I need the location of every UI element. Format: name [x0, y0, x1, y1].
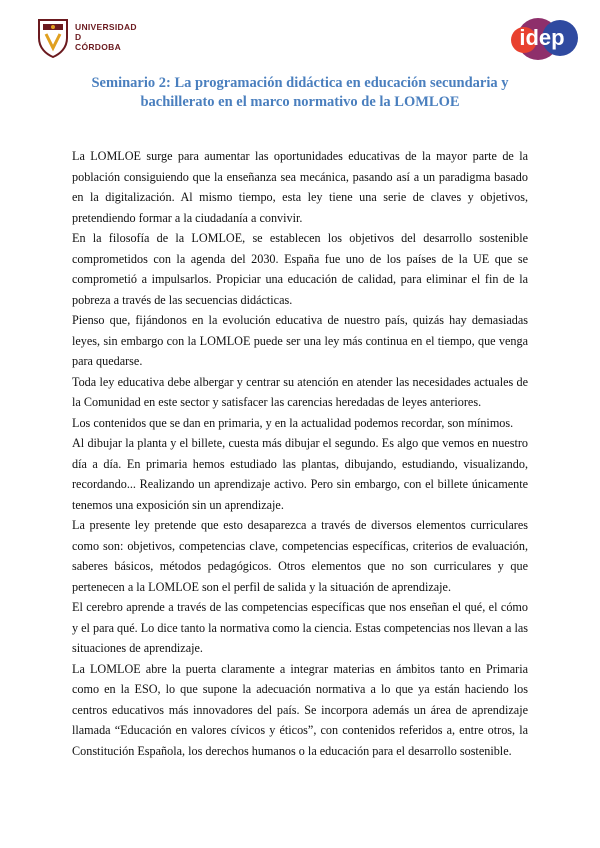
- paragraph: En la filosofía de la LOMLOE, se establecen los objetivos del desarrollo sostenible comprometidos con la agenda del 2030. España fue uno de los países de la UE que se comprometió a impulsarlos. Propiciar una educación de calidad, para eliminar el fin de la pobreza a través de las secuencias didácticas.: [72, 231, 528, 307]
- paragraph: El cerebro aprende a través de las competencias específicas que nos enseñan el qué, el cómo y el para qué. Lo dice tanto la normativa como la ciencia. Estas competencias nos llevan a las situaciones de aprendizaje.: [72, 600, 528, 655]
- paragraph: La LOMLOE surge para aumentar las oportunidades educativas de la mayor parte de la población consiguiendo que la enseñanza sea mecánica, pasando así a un paradigma basado en la digitalización. Al mismo tiempo, esta ley tiene una serie de claves y objetivos, pretendiendo formar a la ciudadanía a convivir.: [72, 149, 528, 225]
- university-name: UNIVERSIDAD D CÓRDOBA: [75, 22, 137, 52]
- paragraph: Pienso que, fijándonos en la evolución educativa de nuestro país, quizás hay demasiadas leyes, sin embargo con la LOMLOE puede ser una ley más continua en el tiempo, que venga para quedarse.: [72, 313, 528, 368]
- paragraph: La LOMLOE abre la puerta claramente a integrar materias en ámbitos tanto en Primaria como en la ESO, lo que supone la adecuación normativa a lo que ya están haciendo los centros educativos más innovadores del país. Se incorpora además un área de aprendizaje llamada “Educación en valores cívicos y éticos”, con contenidos referidos a, entre otros, la Constitución Española, los derechos humanos o la educación para el desarrollo sostenible.: [72, 661, 528, 758]
- paragraph: La presente ley pretende que esto desaparezca a través de diversos elementos curriculares como son: objetivos, competencias clave, competencias específicas, criterios de evaluación, saberes básicos, métodos pedagógicos. Otros elementos que no son curriculares y que pertenecen a la LOMLOE son el perfil de salida y la situación de aprendizaje.: [72, 518, 528, 594]
- paragraph: Al dibujar la planta y el billete, cuesta más dibujar el segundo. Es algo que vemos en nuestro día a día. En primaria hemos estudiado las plantas, dibujando, estudiando, visualizando, recordando... Realizando un aprendizaje activo. Pero sin embargo, con el billete únicamente tenemos una exposición sin un aprendizaje.: [72, 436, 528, 512]
- paragraph: Los contenidos que se dan en primaria, y en la actualidad podemos recordar, son mínimos.: [72, 415, 514, 430]
- university-shield-icon: [36, 16, 70, 58]
- document-body: [72, 146, 528, 761]
- idep-logo: [500, 12, 584, 62]
- paragraph: Toda ley educativa debe albergar y centrar su atención en atender las necesidades actuales de la Comunidad en este sector y satisfacer las carencias heredadas de leyes anteriores.: [72, 374, 528, 409]
- idep-logo-text: idep: [519, 25, 565, 50]
- page-title: Seminario 2: La programación didáctica en educación secundaria y bachillerato en el marco normativo de la LOMLOE: [91, 75, 509, 110]
- university-logo: [36, 16, 137, 58]
